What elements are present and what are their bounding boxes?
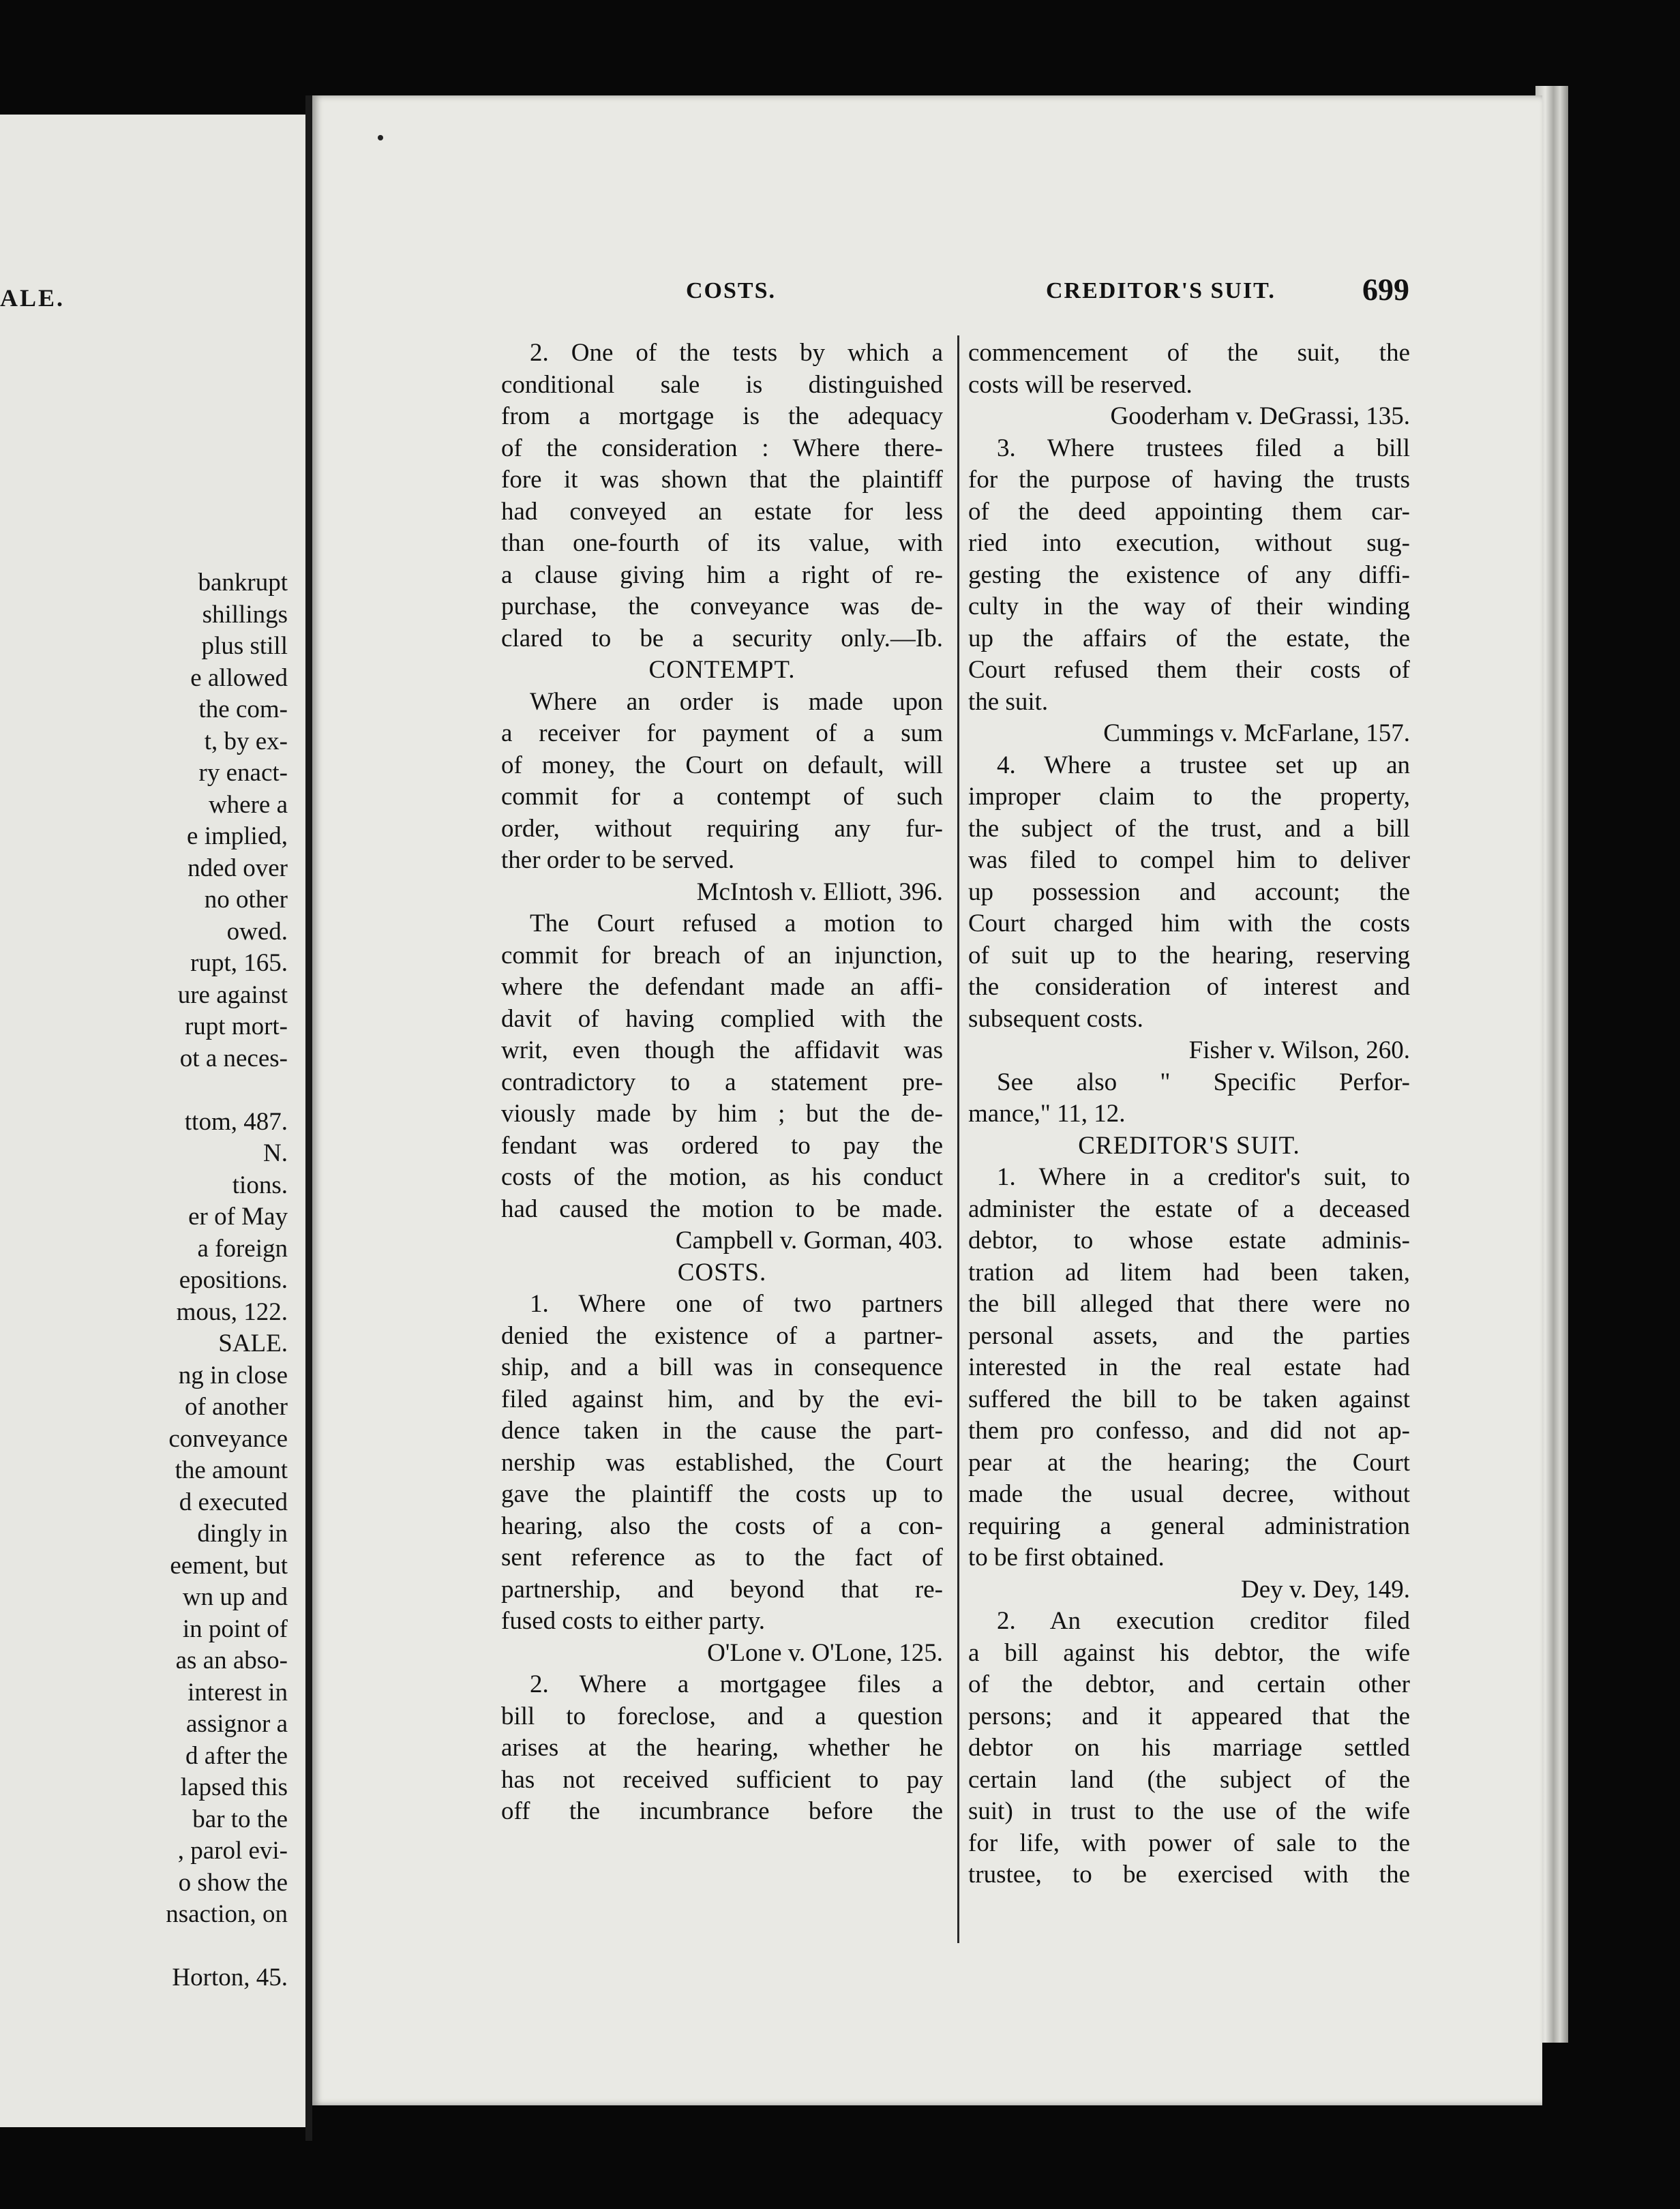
text-line: Fisher v. Wilson, 260. xyxy=(1188,1036,1410,1064)
left-page-line xyxy=(0,1075,305,1107)
book-gutter xyxy=(305,95,312,2141)
text-line: gesting the existence of any diffi- xyxy=(968,560,1410,589)
left-page-line: wn up and xyxy=(182,1583,288,1611)
text-line: arises at the hearing, whether he xyxy=(501,1734,943,1762)
text-line: hearing, also the costs of a con- xyxy=(501,1512,943,1540)
text-line: of the deed appointing them car- xyxy=(968,497,1410,526)
text-line: 3. Where trustees filed a bill xyxy=(997,434,1410,462)
text-line: 2. An execution creditor filed xyxy=(997,1607,1410,1635)
text-line: sent reference as to the fact of xyxy=(501,1544,943,1572)
text-line: davit of having complied with the xyxy=(501,1004,943,1033)
left-page-line: bar to the xyxy=(192,1805,288,1833)
text-line: interested in the real estate had xyxy=(968,1353,1410,1381)
text-line: Court charged him with the costs xyxy=(968,910,1410,937)
text-line: purchase, the conveyance was de- xyxy=(501,592,943,620)
text-line: commit for a contempt of such xyxy=(501,783,943,811)
text-line: trustee, to be exercised with the xyxy=(968,1861,1410,1889)
text-line: for life, with power of sale to the xyxy=(968,1829,1410,1857)
left-page-line: assignor a xyxy=(186,1710,288,1738)
text-line: to be first obtained. xyxy=(968,1544,1165,1572)
text-line: pear at the hearing; the Court xyxy=(968,1448,1410,1477)
left-page-line: N. xyxy=(263,1139,288,1167)
ink-speck xyxy=(378,135,383,140)
text-line: administer the estate of a deceased xyxy=(968,1194,1410,1223)
text-line: the consideration of interest and xyxy=(968,973,1410,1001)
text-line: a receiver for payment of a sum xyxy=(501,719,943,747)
text-line: culty in the way of their winding xyxy=(968,592,1410,620)
text-line: Dey v. Dey, 149. xyxy=(1241,1575,1410,1604)
text-line: fused costs to either party. xyxy=(501,1607,766,1635)
text-line: filed against him, and by the evi- xyxy=(501,1385,943,1413)
text-line: off the incumbrance before the xyxy=(501,1797,943,1825)
left-page-line: er of May xyxy=(188,1203,288,1231)
text-line: McIntosh v. Elliott, 396. xyxy=(696,877,943,906)
left-page-line: shillings xyxy=(202,600,288,629)
text-line: dence taken in the cause the part- xyxy=(501,1417,943,1445)
text-line: bill to foreclose, and a question xyxy=(501,1702,943,1730)
running-head-creditors-suit: CREDITOR'S SUIT. xyxy=(1046,278,1276,303)
left-page-line: where a xyxy=(208,790,288,819)
left-page-line: t, by ex- xyxy=(204,727,288,755)
text-line: up the affairs of the estate, the xyxy=(968,624,1410,652)
left-page-line: eement, but xyxy=(170,1551,288,1580)
text-line: suit) in trust to the use of the wife xyxy=(968,1797,1410,1825)
column-divider xyxy=(957,335,959,1943)
left-page-line: bankrupt xyxy=(198,569,288,597)
text-line: had caused the motion to be made. xyxy=(501,1194,943,1223)
left-page-line: epositions. xyxy=(179,1266,288,1294)
text-line: O'Lone v. O'Lone, 125. xyxy=(707,1638,943,1667)
left-page-line: dingly in xyxy=(197,1520,288,1548)
text-line: 2. Where a mortgagee files a xyxy=(530,1670,943,1698)
left-page-line: , parol evi- xyxy=(177,1837,288,1865)
left-page-line: rupt, 165. xyxy=(190,949,288,977)
text-line: contradictory to a statement pre- xyxy=(501,1068,943,1096)
text-line: of the consideration : Where there- xyxy=(501,434,943,462)
text-line: of suit up to the hearing, reserving xyxy=(968,941,1410,970)
running-head-costs: COSTS. xyxy=(686,278,776,303)
text-line: Court refused them their costs of xyxy=(968,656,1410,684)
left-page-text xyxy=(0,567,305,1994)
text-line: CONTEMPT. xyxy=(648,656,796,684)
text-line: where the defendant made an affi- xyxy=(501,973,943,1001)
text-line: order, without requiring any fur- xyxy=(501,814,943,843)
text-line: of money, the Court on default, will xyxy=(501,751,943,779)
text-line: has not received sufficient to pay xyxy=(501,1765,943,1794)
left-page-line: e implied, xyxy=(187,822,288,850)
left-page-line: of another xyxy=(184,1393,288,1421)
text-line: fendant was ordered to pay the xyxy=(501,1131,943,1160)
left-page-line: in point of xyxy=(182,1614,288,1643)
left-page-line: conveyance xyxy=(168,1424,288,1453)
text-line: costs of the motion, as his conduct xyxy=(501,1163,943,1191)
text-line: fore it was shown that the plaintiff xyxy=(501,466,943,494)
text-line: viously made by him ; but the de- xyxy=(501,1100,943,1128)
text-line: ther order to be served. xyxy=(501,846,735,874)
left-page-line: lapsed this xyxy=(180,1773,288,1801)
text-line: 4. Where a trustee set up an xyxy=(997,751,1410,779)
text-line: the subject of the trust, and a bill xyxy=(968,814,1410,843)
text-line: conditional sale is distinguished xyxy=(501,370,943,399)
text-line: mance," 11, 12. xyxy=(968,1100,1126,1128)
left-page-line: no other xyxy=(204,886,288,914)
left-page-line: Horton, 45. xyxy=(172,1964,288,1992)
left-page-line: d executed xyxy=(179,1488,288,1516)
text-line: debtor, to whose estate adminis- xyxy=(968,1227,1410,1254)
text-line: commencement of the suit, the xyxy=(968,339,1410,367)
text-line: The Court refused a motion to xyxy=(530,910,943,937)
text-line: up possession and account; the xyxy=(968,877,1410,906)
left-page-line: o show the xyxy=(178,1868,288,1897)
text-line: a bill against his debtor, the wife xyxy=(968,1638,1410,1667)
text-line: Where an order is made upon xyxy=(530,687,943,716)
text-line: denied the existence of a partner- xyxy=(501,1321,943,1350)
text-line: subsequent costs. xyxy=(968,1004,1143,1033)
left-page-line: d after the xyxy=(185,1741,288,1770)
text-column-left xyxy=(501,337,943,1828)
text-line: persons; and it appeared that the xyxy=(968,1702,1410,1730)
left-page-line: tions. xyxy=(232,1171,288,1199)
text-line: improper claim to the property, xyxy=(968,783,1410,811)
left-page-line: the com- xyxy=(198,695,288,723)
text-line: ship, and a bill was in consequence xyxy=(501,1353,943,1381)
left-page-line: nsaction, on xyxy=(166,1900,288,1928)
text-line: requiring a general administration xyxy=(968,1512,1410,1540)
text-line: ried into execution, without sug- xyxy=(968,529,1410,557)
left-page-line: ot a neces- xyxy=(179,1044,288,1072)
left-page-line: plus still xyxy=(201,632,288,660)
text-line: than one-fourth of its value, with xyxy=(501,529,943,557)
left-page-line: ure against xyxy=(177,980,288,1009)
left-page xyxy=(0,115,305,2127)
text-line: Campbell v. Gorman, 403. xyxy=(675,1227,943,1254)
text-line: Cummings v. McFarlane, 157. xyxy=(1103,719,1410,747)
text-line: 1. Where one of two partners xyxy=(530,1290,943,1318)
left-page-line: rupt mort- xyxy=(184,1012,288,1040)
text-line: commit for breach of an injunction, xyxy=(501,941,943,970)
left-page-line: SALE. xyxy=(218,1329,288,1357)
left-page-line: interest in xyxy=(188,1678,288,1707)
left-page-line: ttom, 487. xyxy=(184,1107,288,1136)
text-line: was filed to compel him to deliver xyxy=(968,846,1410,874)
text-line: clared to be a security only.—Ib. xyxy=(501,624,943,652)
left-page-line: a foreign xyxy=(197,1234,288,1263)
text-line: of the debtor, and certain other xyxy=(968,1670,1410,1698)
text-line: tration ad litem had been taken, xyxy=(968,1258,1410,1287)
text-line: certain land (the subject of the xyxy=(968,1765,1410,1794)
text-line: the suit. xyxy=(968,687,1049,716)
text-line: partnership, and beyond that re- xyxy=(501,1575,943,1604)
left-page-line: as an abso- xyxy=(175,1647,288,1674)
text-column-right xyxy=(968,337,1410,1891)
text-line: COSTS. xyxy=(677,1258,767,1287)
text-line: Gooderham v. DeGrassi, 135. xyxy=(1110,402,1410,430)
left-page-line: owed. xyxy=(226,917,288,946)
left-page-line: ng in close xyxy=(178,1361,288,1389)
text-line: personal assets, and the parties xyxy=(968,1321,1410,1350)
text-line: 2. One of the tests by which a xyxy=(530,339,943,367)
text-line: for the purpose of having the trusts xyxy=(968,466,1410,494)
text-line: from a mortgage is the adequacy xyxy=(501,402,943,430)
left-page-line: e allowed xyxy=(190,663,288,692)
text-line: CREDITOR'S SUIT. xyxy=(1078,1131,1300,1160)
left-running-head: ALE. xyxy=(0,284,65,312)
left-page-line: nded over xyxy=(188,854,288,882)
text-line: the bill alleged that there were no xyxy=(968,1290,1410,1318)
text-line: See also " Specific Perfor- xyxy=(997,1068,1410,1096)
text-line: debtor on his marriage settled xyxy=(968,1734,1410,1762)
text-line: gave the plaintiff the costs up to xyxy=(501,1480,943,1508)
left-page-line xyxy=(0,1931,305,1963)
text-line: them pro confesso, and did not ap- xyxy=(968,1417,1410,1445)
text-line: had conveyed an estate for less xyxy=(501,497,943,526)
text-line: 1. Where in a creditor's suit, to xyxy=(997,1163,1410,1191)
left-page-line: ry enact- xyxy=(198,759,288,787)
text-line: made the usual decree, without xyxy=(968,1480,1410,1508)
text-line: nership was established, the Court xyxy=(501,1448,943,1477)
text-line: writ, even though the affidavit was xyxy=(501,1036,943,1064)
page-number: 699 xyxy=(1362,272,1409,307)
text-line: costs will be reserved. xyxy=(968,370,1192,399)
text-line: a clause giving him a right of re- xyxy=(501,560,943,589)
left-page-line: mous, 122. xyxy=(176,1297,288,1326)
text-line: suffered the bill to be taken against xyxy=(968,1385,1410,1413)
left-page-line: the amount xyxy=(175,1456,288,1484)
